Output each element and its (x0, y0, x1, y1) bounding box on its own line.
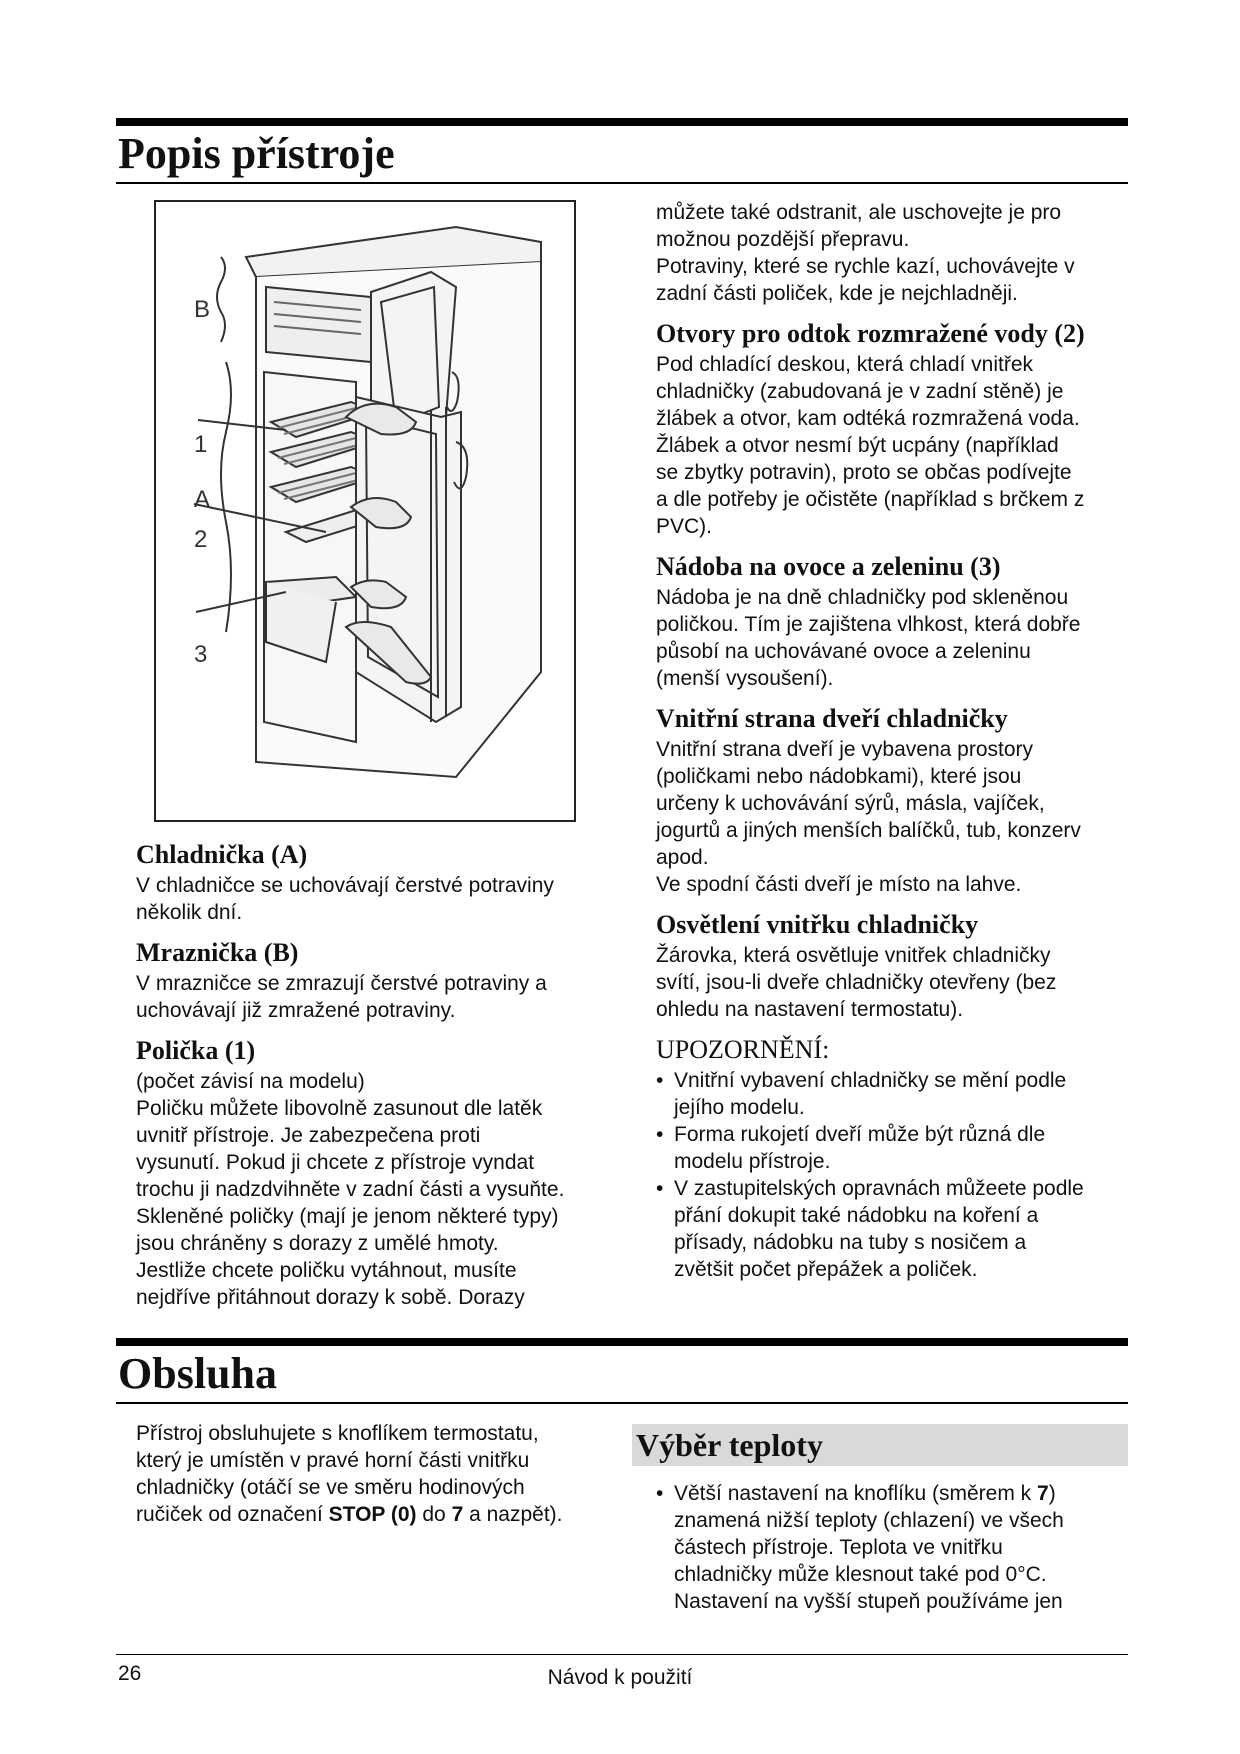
section-title-popis: Popis přístroje (118, 129, 395, 178)
text-line: Poličku můžete libovolně zasunout dle latěk (136, 1097, 543, 1120)
text-line: ručiček od označení STOP (0) do 7 a nazpět). (136, 1503, 563, 1526)
left-column (136, 840, 636, 1311)
figure-label-2: 2 (194, 526, 208, 553)
text-line: modelu přístroje. (674, 1150, 831, 1173)
text-line: částech přístroje. Teplota ve vnitřku (674, 1536, 1003, 1559)
heading-dvere: Vnitřní strana dveří chladničky (656, 704, 1008, 733)
heading-chladnicka: Chladnička (A) (136, 840, 308, 869)
text-line: jsou chráněny s dorazy z umělé hmoty. (136, 1232, 499, 1255)
list-item (656, 1067, 1128, 1121)
list-item (656, 1175, 1128, 1283)
text-line: který je umístěn v pravé horní části vnitřku (136, 1449, 530, 1472)
text-line: Pod chladící deskou, která chladí vnitřek (656, 353, 1034, 376)
text-line: • V zastupitelských opravnách můžeete podle (674, 1177, 1084, 1200)
text-line: Nastavení na vyšší stupeň používáme jen (674, 1590, 1063, 1613)
vyber-teploty-text (656, 1480, 1128, 1615)
heading-vyber-teploty: Výběr teploty (636, 1427, 823, 1463)
text-line: Přístroj obsluhujete s knoflíkem termostatu, (136, 1422, 539, 1445)
text-line: určeny k uchovávání sýrů, másla, vajíček, (656, 792, 1045, 815)
text-line: možnou pozdější přepravu. (656, 228, 910, 251)
text-line: a dle potřeby je očistěte (například s brčkem z (656, 488, 1085, 511)
text-line: Jestliže chcete poličku vytáhnout, musíte (136, 1259, 517, 1282)
text-line: můžete také odstranit, ale uschovejte je pro (656, 201, 1062, 224)
text-line: ohledu na nastavení termostatu). (656, 998, 964, 1021)
text-line: (menší vysoušení). (656, 667, 834, 690)
text-line: vysunutí. Pokud ji chcete z přístroje vyndat (136, 1151, 535, 1174)
list-item (656, 1480, 1128, 1615)
text-line: Vnitřní strana dveří je vybavena prostory (656, 738, 1034, 761)
text-line: zadní části poliček, kde je nejchladněji. (656, 282, 1018, 305)
text-line: trochu ji nadzdvihněte v zadní části a vysuňte. (136, 1178, 565, 1201)
figure-label-a: A (194, 486, 211, 513)
text-line: přání dokupit také nádobku na koření a (674, 1204, 1039, 1227)
text-line: poličkou. Tím je zajištena vlhkost, která dobře (656, 613, 1081, 636)
fridge-illustration (154, 200, 576, 822)
text-line: několik dní. (136, 901, 243, 924)
text-line: chladničky (otáčí se ve směru hodinových (136, 1476, 525, 1499)
text-line: přísady, nádobku na tuby s nosičem a (674, 1231, 1027, 1254)
right-column (656, 199, 1128, 1283)
section-title-obsluha: Obsluha (118, 1349, 277, 1398)
heading-upozorneni: UPOZORNĚNÍ: (656, 1035, 830, 1064)
list-item (656, 1121, 1128, 1175)
text-line: Žlábek a otvor nesmí být ucpány (například (656, 434, 1059, 457)
heading-policka: Polička (1) (136, 1036, 256, 1065)
text-line: Potraviny, které se rychle kazí, uchovávejte v (656, 255, 1075, 278)
text-line: Žárovka, která osvětluje vnitřek chladničky (656, 944, 1051, 967)
heading-osvetleni: Osvětlení vnitřku chladničky (656, 910, 979, 939)
text-line: V mrazničce se zmrazují čerstvé potraviny a (136, 972, 547, 995)
text-line: nejdříve přitáhnout dorazy k sobě. Dorazy (136, 1286, 525, 1309)
text-line: (poličkami nebo nádobkami), které jsou (656, 765, 1022, 788)
text-line: Skleněné poličky (mají je jenom některé typy) (136, 1205, 559, 1228)
text-line: • Forma rukojetí dveří může být různá dle (674, 1123, 1046, 1146)
fridge-drawing (156, 202, 574, 820)
heading-otvory: Otvory pro odtok rozmražené vody (2) (656, 319, 1085, 348)
figure-label-1: 1 (194, 431, 208, 458)
obsluha-left (136, 1420, 636, 1528)
text-line: apod. (656, 846, 709, 869)
text-line: uvnitř přístroje. Je zabezpečena proti (136, 1124, 481, 1147)
text-line: jogurtů a jiných menších balíčků, tub, konzerv (656, 819, 1081, 842)
text-line: znamená nižší teploty (chlazení) ve všech (674, 1509, 1064, 1532)
page-number: 26 (118, 1662, 142, 1685)
footer-rule (116, 1654, 1128, 1655)
section2-rule (116, 1338, 1128, 1346)
heading-nadoba: Nádoba na ovoce a zeleninu (3) (656, 552, 1001, 581)
text-line: jejího modelu. (674, 1096, 805, 1119)
temperature-list (656, 1480, 1128, 1615)
text-line: Nádoba je na dně chladničky pod skleněnou (656, 586, 1069, 609)
section2-underline (116, 1402, 1128, 1404)
text-line: svítí, jsou-li dveře chladničky otevřeny (bez (656, 971, 1057, 994)
footer-title: Návod k použití (547, 1666, 693, 1689)
text-line: Ve spodní části dveří je místo na lahve. (656, 873, 1022, 896)
text-line: • Vnitřní vybavení chladničky se mění podle (674, 1069, 1067, 1092)
top-rule (116, 118, 1128, 126)
figure-label-3: 3 (194, 641, 208, 668)
warning-list (656, 1067, 1128, 1283)
heading-mraznicka: Mraznička (B) (136, 938, 299, 967)
text-line: působí na uchovávané ovoce a zeleninu (656, 640, 1031, 663)
text-line: uchovávají již zmražené potraviny. (136, 999, 456, 1022)
title-underline (116, 182, 1128, 184)
text-line: V chladničce se uchovávají čerstvé potraviny (136, 874, 554, 897)
text-line: se zbytky potravin), proto se občas podívejte (656, 461, 1072, 484)
text-line: zvětšit počet přepážek a poliček. (674, 1258, 978, 1281)
text-line: PVC). (656, 515, 713, 538)
text-line: chladničky (zabudovaná je v zadní stěně) je (656, 380, 1064, 403)
text-line: (počet závisí na modelu) (136, 1070, 365, 1093)
text-line: chladničky může klesnout také pod 0°C. (674, 1563, 1047, 1586)
text-line: • Větší nastavení na knoflíku (směrem k 7) (674, 1482, 1056, 1505)
text-line: žlábek a otvor, kam odtéká rozmražená voda. (656, 407, 1080, 430)
figure-label-b: B (194, 296, 211, 323)
